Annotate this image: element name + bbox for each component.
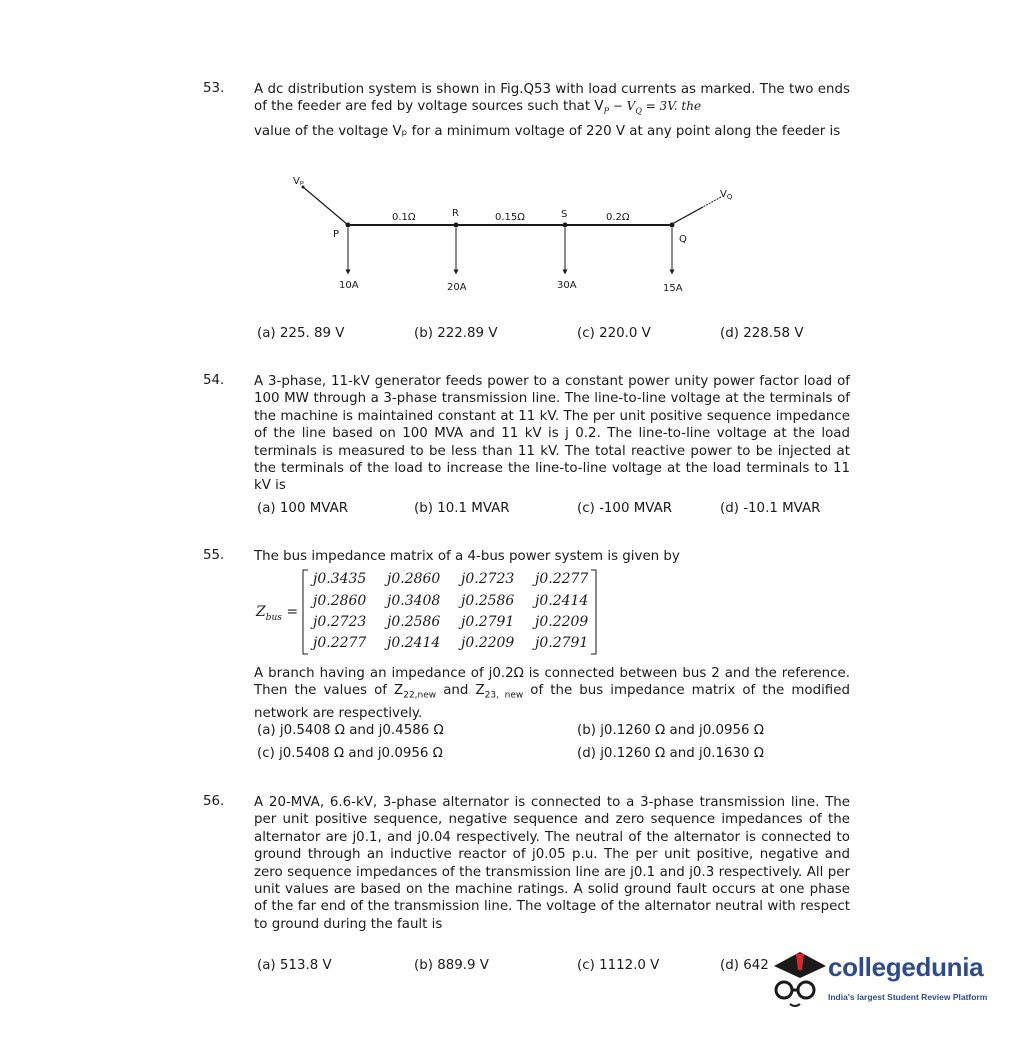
option-d[interactable]: (d) -10.1 MVAR (720, 501, 821, 516)
current-label: 15A (663, 283, 683, 294)
node-s (563, 223, 568, 228)
question-text: value of the voltage Vₚ for a minimum voltage of 220 V at any point along the feeder is (254, 124, 841, 139)
option-c[interactable]: (c) j0.5408 Ω and j0.0956 Ω (257, 746, 443, 761)
question-number: 56. (203, 794, 225, 809)
option-b[interactable]: (b) j0.1260 Ω and j0.0956 Ω (577, 723, 765, 738)
source-line-left (303, 187, 348, 225)
question-text (254, 81, 850, 120)
node-label: S (561, 209, 568, 220)
matrix-row: j0.2723 j0.2586 j0.2791 j0.2209 (313, 614, 589, 630)
current-label: 10A (339, 280, 359, 291)
resistance-label: 0.2Ω (606, 212, 630, 223)
option-b[interactable]: (b) 10.1 MVAR (414, 501, 510, 516)
question-number: 53. (203, 81, 225, 96)
question-text: A branch having an impedance of j0.2Ω is connected between bus 2 and the reference. Then the values of $Z_{22,new}$ and $Z_{23, new}$ of the bus impedance matrix of the modified network are respectively. (254, 666, 850, 722)
option-d[interactable]: (d) j0.1260 Ω and j0.1630 Ω (577, 746, 765, 761)
collegedunia-logo[interactable] (766, 944, 1001, 1010)
node-p (346, 223, 351, 228)
feeder-diagram (283, 172, 733, 307)
source-right-label: $V_Q$ (720, 189, 733, 201)
resistance-label: 0.1Ω (392, 212, 416, 223)
matrix-row: j0.2860 j0.3408 j0.2586 j0.2414 (313, 593, 589, 609)
question-text: A 3-phase, 11-kV generator feeds power to a constant power unity power factor load of 100 MW through a 3-phase transmission line. The line-to-line voltage at the terminals of the machine is maintained constant at 11 kV. The per unit positive sequence impedance of the line based on 100 MVA and 11 kV is j 0.2. The line-to-line voltage at the load terminals is measured to be less than 11 kV. The total reactive power to be injected at the terminals of the load to increase the line-to-line voltage at the load terminals to 11 kV is (254, 374, 850, 494)
option-b[interactable]: (b) 222.89 V (414, 326, 498, 341)
current-label: 20A (447, 282, 467, 293)
question-number: 54. (203, 373, 225, 388)
option-a[interactable]: (a) j0.5408 Ω and j0.4586 Ω (257, 723, 444, 738)
question-text: The bus impedance matrix of a 4-bus power system is given by (254, 549, 680, 564)
node-r (454, 223, 459, 228)
node-label: R (452, 208, 459, 219)
resistance-label: 0.15Ω (495, 212, 525, 223)
option-c[interactable]: (c) 220.0 V (577, 326, 651, 341)
matrix-row: j0.3435 j0.2860 j0.2723 j0.2277 (313, 571, 589, 587)
formula-tail: $_P - V_Q = 3V$. the (603, 99, 702, 116)
node-q (670, 223, 675, 228)
option-c[interactable]: (c) -100 MVAR (577, 501, 673, 516)
logo-name: collegedunia (828, 952, 984, 982)
option-d[interactable]: (d) 228.58 V (720, 326, 804, 341)
node-label: Q (679, 234, 687, 245)
option-d[interactable]: (d) 642 (720, 958, 769, 973)
source-left-label: Vₚ (293, 176, 305, 187)
option-c[interactable]: (c) 1112.0 V (577, 958, 660, 973)
question-number: 55. (203, 548, 225, 563)
question-text-part: A dc distribution system is shown in Fig.Q53 with load currents as marked. The two ends of the feeder are fed by voltage sources such that V (254, 82, 850, 115)
graduate-cap-icon (766, 944, 826, 1010)
option-b[interactable]: (b) 889.9 V (414, 958, 489, 973)
current-label: 30A (557, 280, 577, 291)
option-a[interactable]: (a) 513.8 V (257, 958, 332, 973)
matrix-row: j0.2277 j0.2414 j0.2209 j0.2791 (313, 635, 589, 651)
option-a[interactable]: (a) 225. 89 V (257, 326, 345, 341)
option-a[interactable]: (a) 100 MVAR (257, 501, 349, 516)
matrix-label: $Z_{bus}$ = (256, 604, 299, 623)
logo-tagline: India's largest Student Review Platform (828, 992, 988, 1002)
node-label: P (333, 229, 340, 240)
question-text: A 20-MVA, 6.6-kV, 3-phase alternator is connected to a 3-phase transmission line. The per unit positive sequence, negative sequence and zero sequence impedances of the alternator are j0.1, and j0.04 respectively. The neutral of the alternator is connected to ground through an inductive reactor of j0.05 p.u. The per unit positive, negative and zero sequence impedances of the transmission line are j0.1 and j0.3 respectively. All per unit values are based on the machine ratings. A solid ground fault occurs at one phase of the far end of the transmission line. The voltage of the alternator neutral with respect to ground during the fault is (254, 795, 850, 932)
